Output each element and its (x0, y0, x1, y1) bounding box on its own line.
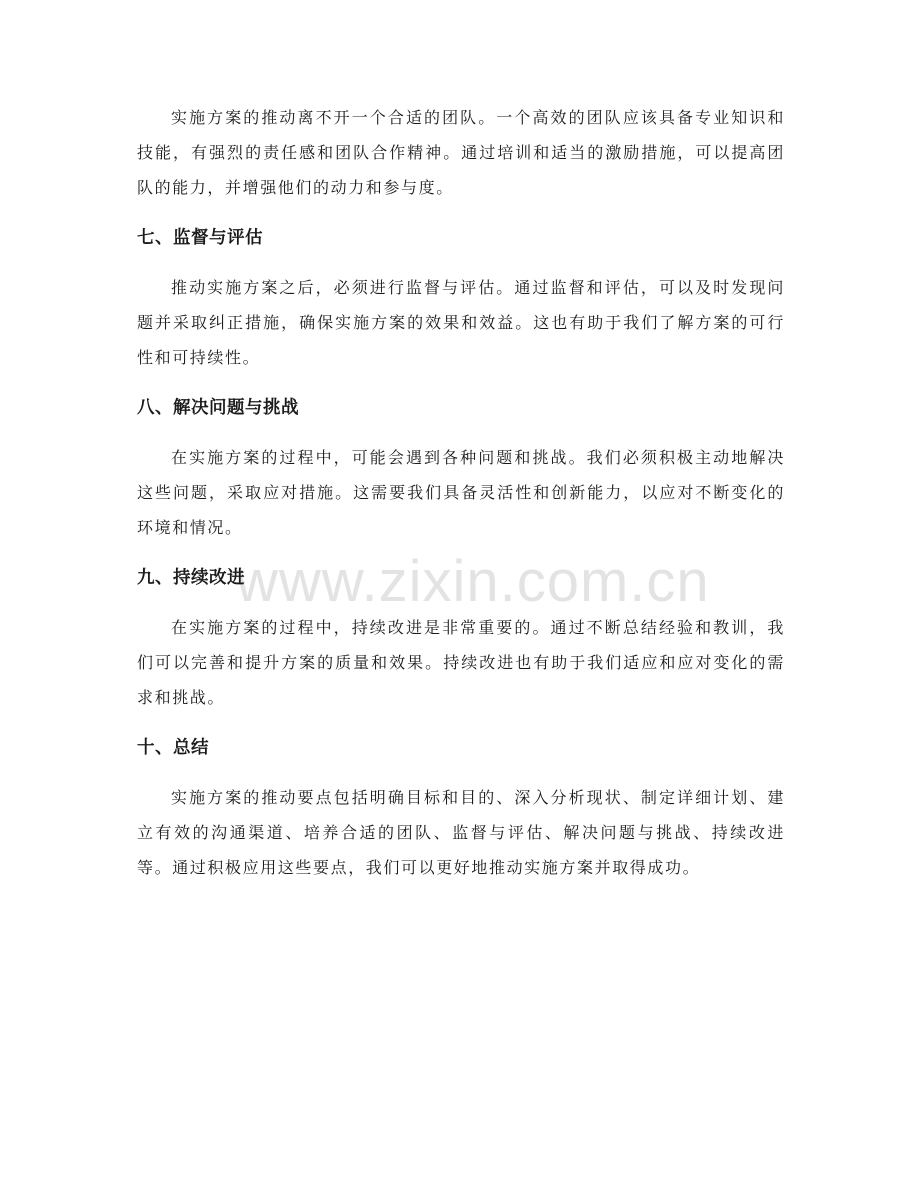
paragraph-supervision: 推动实施方案之后，必须进行监督与评估。通过监督和评估，可以及时发现问题并采取纠正措施，确保实施方案的效果和效益。这也有助于我们了解方案的可行性和可持续性。 (137, 278, 785, 367)
heading-improvement: 九、持续改进 (137, 568, 245, 588)
heading-summary: 十、总结 (137, 738, 209, 758)
watermark: www.zixin.com.cn (236, 549, 710, 614)
document-body (137, 100, 785, 885)
paragraph-team: 实施方案的推动离不开一个合适的团队。一个高效的团队应该具备专业知识和技能，有强烈的责任感和团队合作精神。通过培训和适当的激励措施，可以提高团队的能力，并增强他们的动力和参与度。 (137, 108, 785, 197)
heading-supervision: 七、监督与评估 (137, 228, 263, 248)
heading-problems: 八、解决问题与挑战 (137, 398, 299, 418)
paragraph-summary: 实施方案的推动要点包括明确目标和目的、深入分析现状、制定详细计划、建立有效的沟通渠道、培养合适的团队、监督与评估、解决问题与挑战、持续改进等。通过积极应用这些要点，我们可以更好地推动实施方案并取得成功。 (137, 788, 785, 877)
paragraph-problems: 在实施方案的过程中，可能会遇到各种问题和挑战。我们必须积极主动地解决这些问题，采取应对措施。这需要我们具备灵活性和创新能力，以应对不断变化的环境和情况。 (137, 448, 785, 537)
paragraph-improvement: 在实施方案的过程中，持续改进是非常重要的。通过不断总结经验和教训，我们可以完善和提升方案的质量和效果。持续改进也有助于我们适应和应对变化的需求和挑战。 (137, 618, 785, 707)
